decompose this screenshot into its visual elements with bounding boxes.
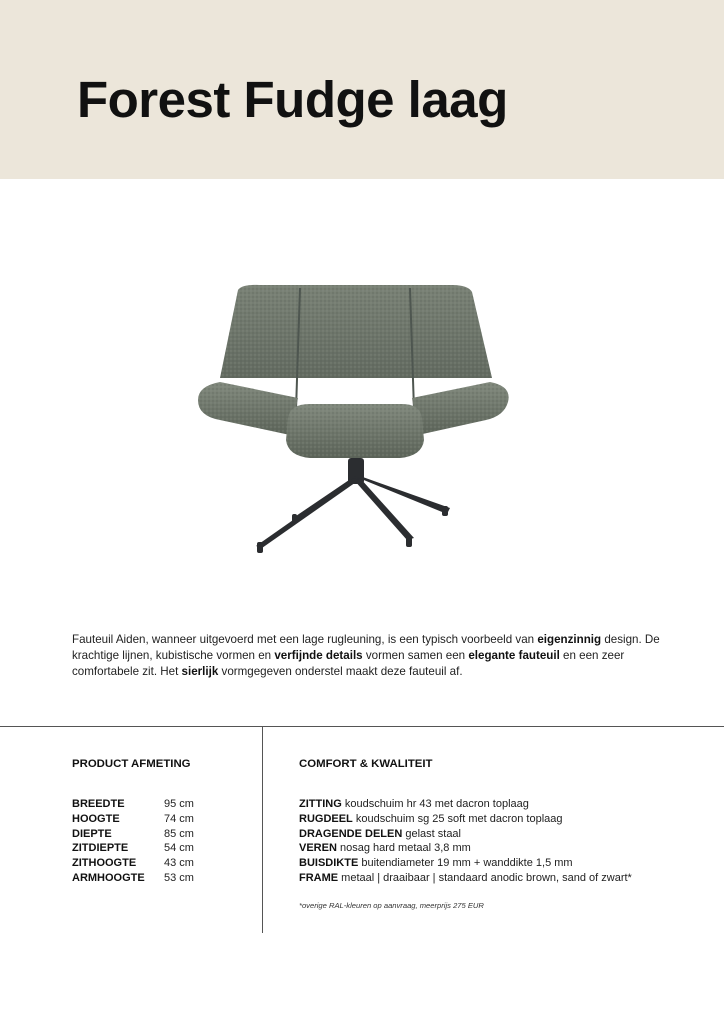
comfort-row: DRAGENDE DELEN gelast staal: [299, 827, 461, 840]
page-title: Forest Fudge laag: [77, 71, 508, 128]
comfort-row: RUGDEEL koudschuim sg 25 soft met dacron toplaag: [299, 812, 563, 825]
vertical-divider: [262, 727, 263, 933]
dimension-row: ZITDIEPTE 54 cm: [72, 842, 194, 855]
ral-footnote: *overige RAL-kleuren op aanvraag, meerprijs 275 EUR: [299, 901, 484, 910]
dimensions-heading: PRODUCT AFMETING: [72, 758, 191, 770]
swivel-base: [256, 458, 450, 553]
comfort-row: ZITTING koudschuim hr 43 met dacron toplaag: [299, 798, 529, 810]
dimension-row: ARMHOOGTE 53 cm: [72, 871, 194, 884]
dimensions-list: [72, 797, 242, 886]
comfort-row: FRAME metaal | draaibaar | standaard anodic brown, sand of zwart*: [299, 871, 632, 884]
dimension-row: DIEPTE 85 cm: [72, 827, 194, 840]
horizontal-divider: [0, 726, 724, 727]
dimension-row: ZITHOOGTE 43 cm: [72, 857, 194, 870]
comfort-row: VEREN nosag hard metaal 3,8 mm: [299, 842, 471, 855]
armchair-image: [190, 270, 520, 570]
dimension-row: HOOGTE 74 cm: [72, 812, 194, 825]
dimension-row: BREEDTE 95 cm: [72, 798, 194, 810]
comfort-list: [299, 797, 632, 886]
comfort-row: BUISDIKTE buitendiameter 19 mm + wanddikte 1,5 mm: [299, 857, 573, 870]
product-description: Fauteuil Aiden, wanneer uitgevoerd met een lage rugleuning, is een typisch voorbeeld van eigenzinnig design. De krachtige lijnen, kubistische vormen en verfijnde details vormen samen een elegante fauteuil en een zeer comfortabele zit. Het sierlijk vormgegeven onderstel maakt deze fauteuil af.: [72, 633, 660, 678]
comfort-heading: COMFORT & KWALITEIT: [299, 758, 433, 770]
